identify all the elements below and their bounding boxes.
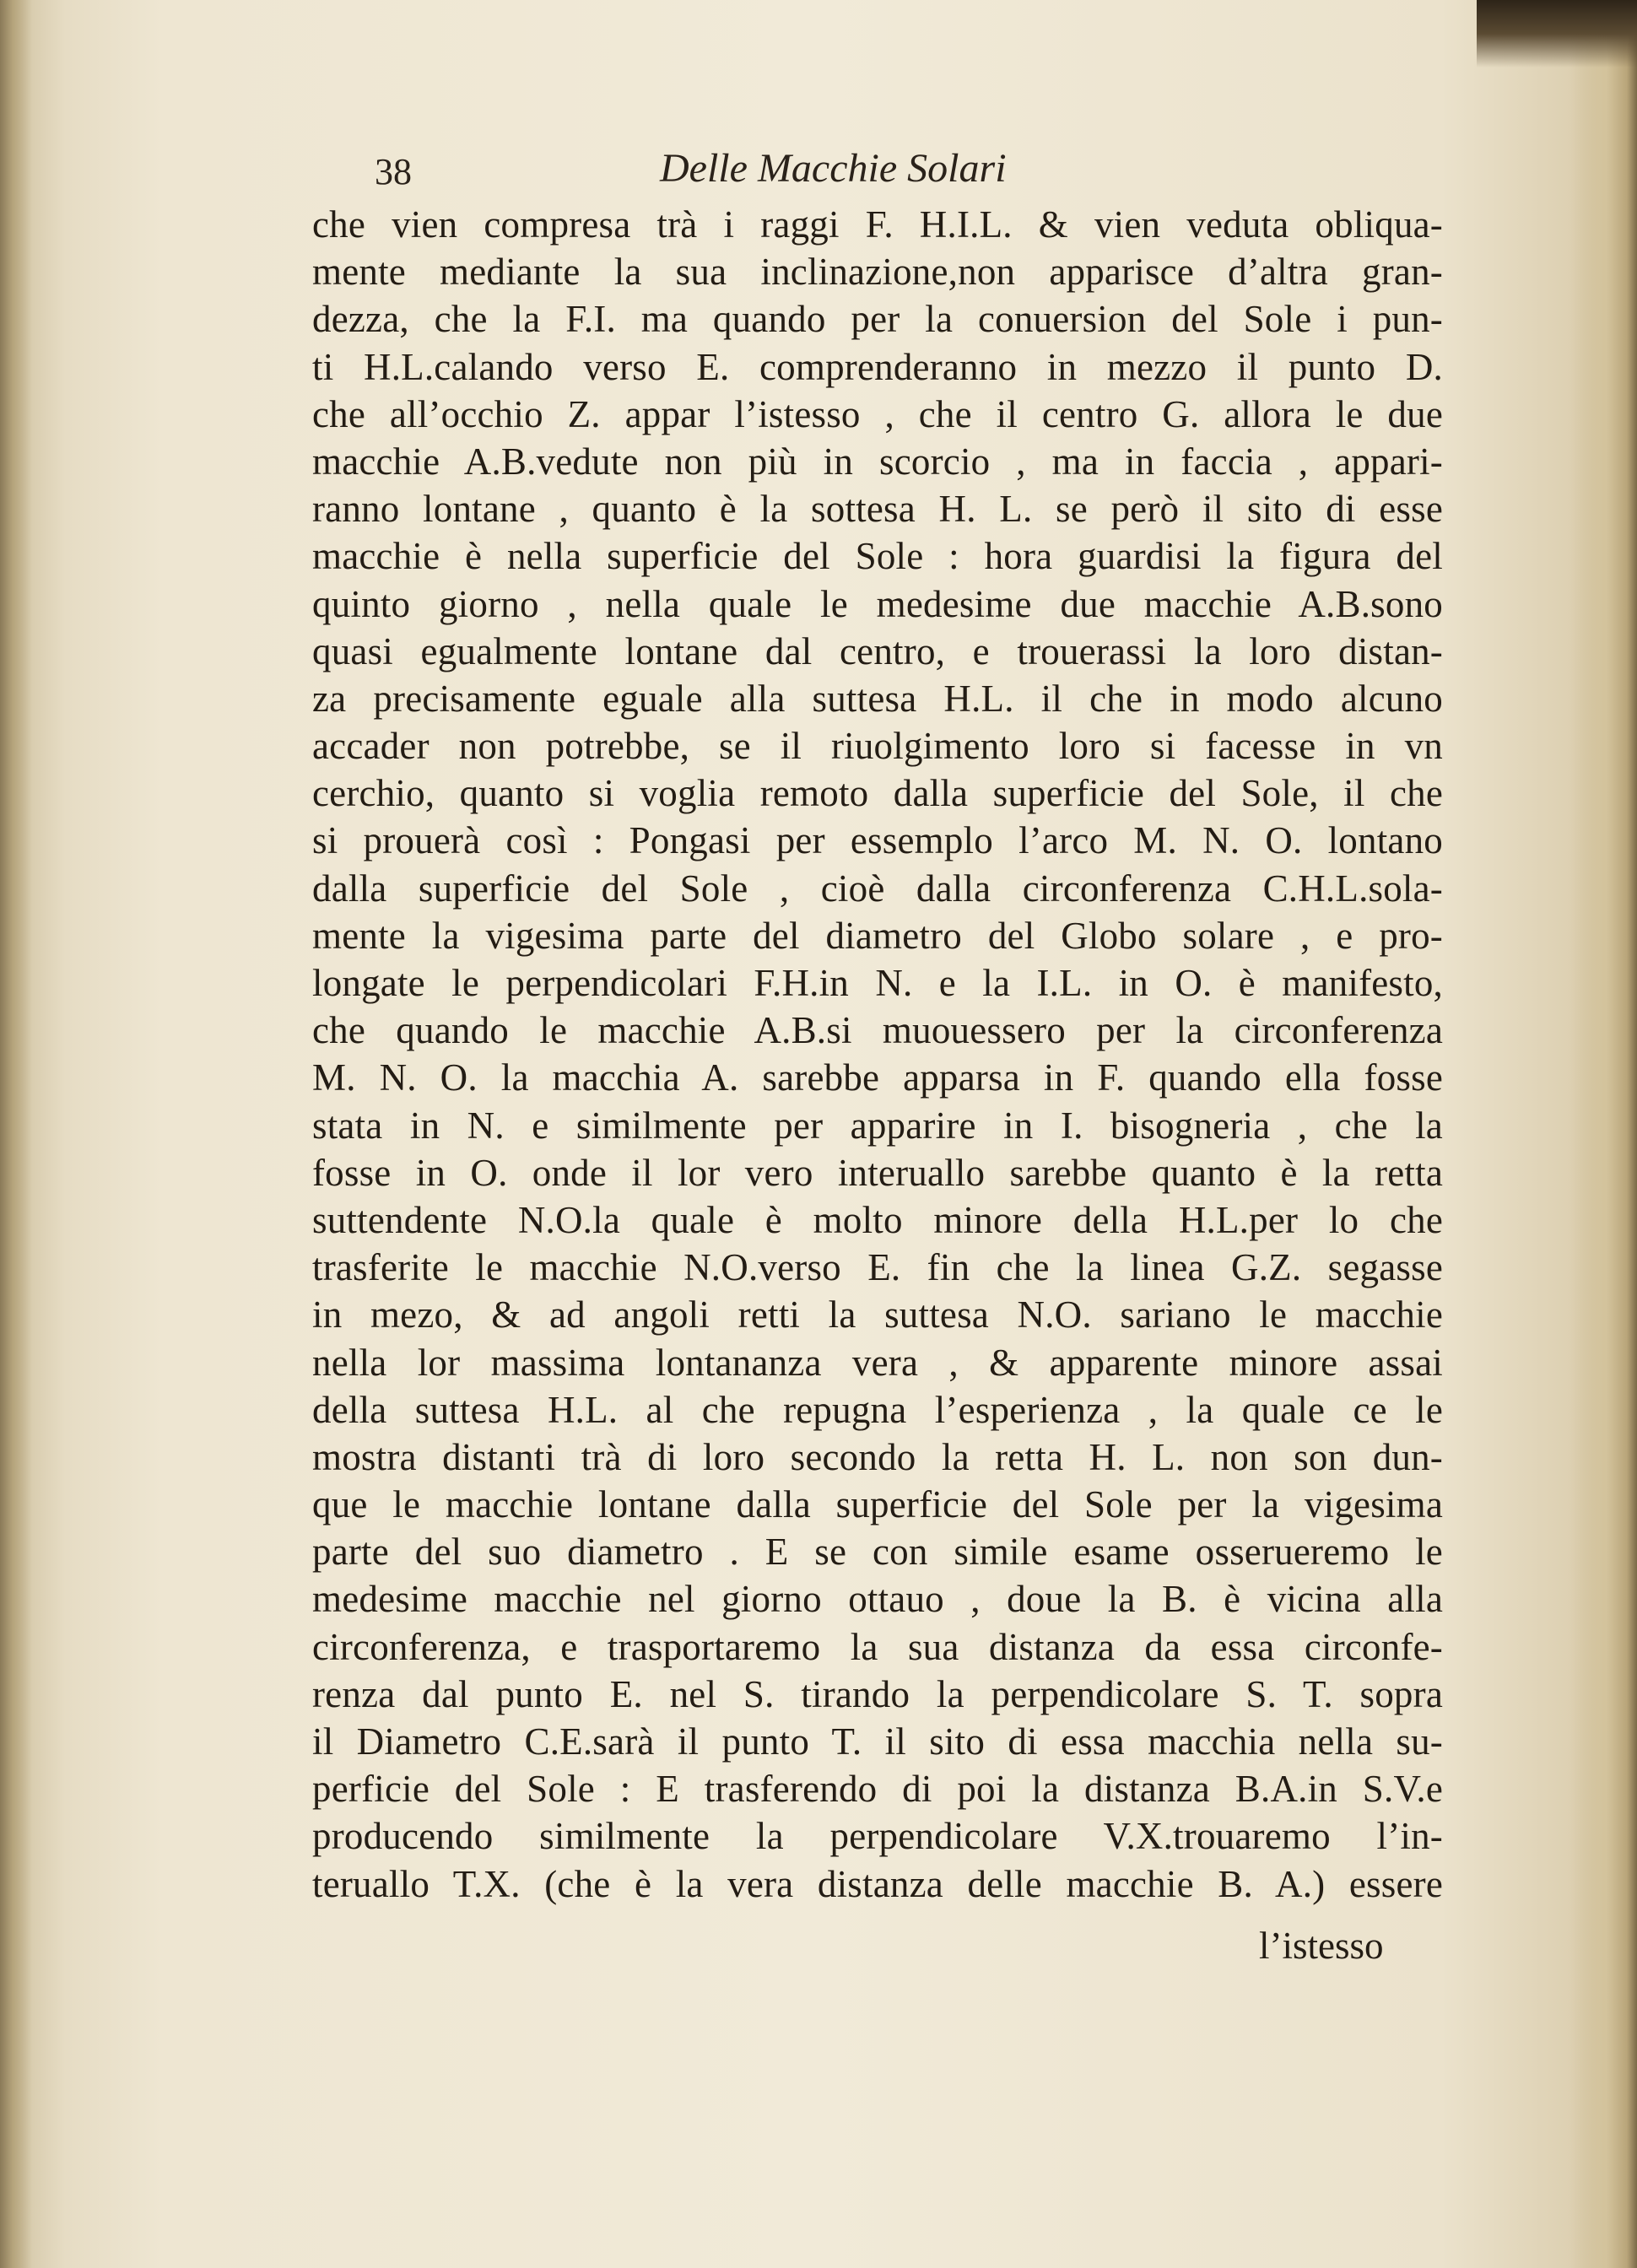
text-line: trasferite le macchie N.O.verso E. fin che la linea G.Z. segasse — [312, 1246, 1443, 1289]
text-line: che vien compresa trà i raggi F. H.I.L. & vien veduta obliqua- — [312, 203, 1443, 246]
text-line: cerchio, quanto si voglia remoto dalla superficie del Sole, il che — [312, 772, 1443, 815]
text-line: perficie del Sole : E trasferendo di poi la distanza B.A.in S.V.e — [312, 1768, 1443, 1811]
text-line: accader non potrebbe, se il riuolgimento loro si facesse in vn — [312, 725, 1443, 768]
text-line: si prouerà così : Pongasi per essemplo l’arco M. N. O. lontano — [312, 819, 1443, 862]
running-head: Delle Macchie Solari — [660, 146, 1007, 191]
text-line: parte del suo diametro . E se con simile esame osserueremo le — [312, 1531, 1443, 1574]
text-line: quinto giorno , nella quale le medesime due macchie A.B.sono — [312, 582, 1443, 625]
text-line: M. N. O. la macchia A. sarebbe apparsa in F. quando ella fosse — [312, 1056, 1443, 1099]
page-outer-edge — [1569, 0, 1637, 2268]
text-line: che all’occhio Z. appar l’istesso , che il centro G. allora le due — [312, 392, 1443, 435]
text-line: in mezo, & ad angoli retti la suttesa N.O. sariano le macchie — [312, 1293, 1443, 1336]
catchword: l’istesso — [1259, 1925, 1384, 1967]
text-line: dezza, che la F.I. ma quando per la conuersion del Sole i pun- — [312, 298, 1443, 341]
text-line: producendo similmente la perpendicolare V.X.trouaremo l’in- — [312, 1815, 1443, 1858]
text-line: dalla superficie del Sole , cioè dalla circonferenza C.H.L.sola- — [312, 867, 1443, 910]
text-line: suttendente N.O.la quale è molto minore della H.L.per lo che — [312, 1198, 1443, 1241]
text-line: ranno lontane , quanto è la sottesa H. L. se però il sito di esse — [312, 488, 1443, 531]
text-line: macchie è nella superficie del Sole : hora guardisi la figura del — [312, 535, 1443, 578]
text-line: mente la vigesima parte del diametro del Globo solare , e pro- — [312, 914, 1443, 957]
text-line: circonferenza, e trasportaremo la sua distanza da essa circonfe- — [312, 1625, 1443, 1668]
text-line: nella lor massima lontananza vera , & apparente minore assai — [312, 1341, 1443, 1384]
text-line: teruallo T.X. (che è la vera distanza delle macchie B. A.) essere — [312, 1862, 1443, 1905]
page-gutter-shadow — [0, 0, 32, 2268]
text-line: mente mediante la sua inclinazione,non apparisce d’altra gran- — [312, 251, 1443, 294]
text-line: que le macchie lontane dalla superficie del Sole per la vigesima — [312, 1483, 1443, 1526]
text-line: fosse in O. onde il lor vero interuallo sarebbe quanto è la retta — [312, 1151, 1443, 1194]
text-line: il Diametro C.E.sarà il punto T. il sito di essa macchia nella su- — [312, 1720, 1443, 1763]
text-line: za precisamente eguale alla suttesa H.L. il che in modo alcuno — [312, 677, 1443, 720]
text-line: della suttesa H.L. al che repugna l’esperienza , la quale ce le — [312, 1388, 1443, 1431]
body-text — [312, 201, 1443, 1908]
page-corner-shadow — [1477, 0, 1637, 68]
text-line: renza dal punto E. nel S. tirando la perpendicolare S. T. sopra — [312, 1672, 1443, 1715]
page-number: 38 — [375, 151, 412, 192]
text-line: quasi egualmente lontane dal centro, e trouerassi la loro distan- — [312, 629, 1443, 672]
text-line: mostra distanti trà di loro secondo la retta H. L. non son dun- — [312, 1435, 1443, 1478]
text-line: stata in N. e similmente per apparire in I. bisogneria , che la — [312, 1104, 1443, 1147]
text-line: macchie A.B.vedute non più in scorcio , ma in faccia , appari- — [312, 440, 1443, 483]
text-line: che quando le macchie A.B.si muouessero per la circonferenza — [312, 1009, 1443, 1052]
text-line: ti H.L.calando verso E. comprenderanno in mezzo il punto D. — [312, 345, 1443, 388]
text-line: longate le perpendicolari F.H.in N. e la I.L. in O. è manifesto, — [312, 962, 1443, 1004]
text-line: medesime macchie nel giorno ottauo , doue la B. è vicina alla — [312, 1578, 1443, 1621]
